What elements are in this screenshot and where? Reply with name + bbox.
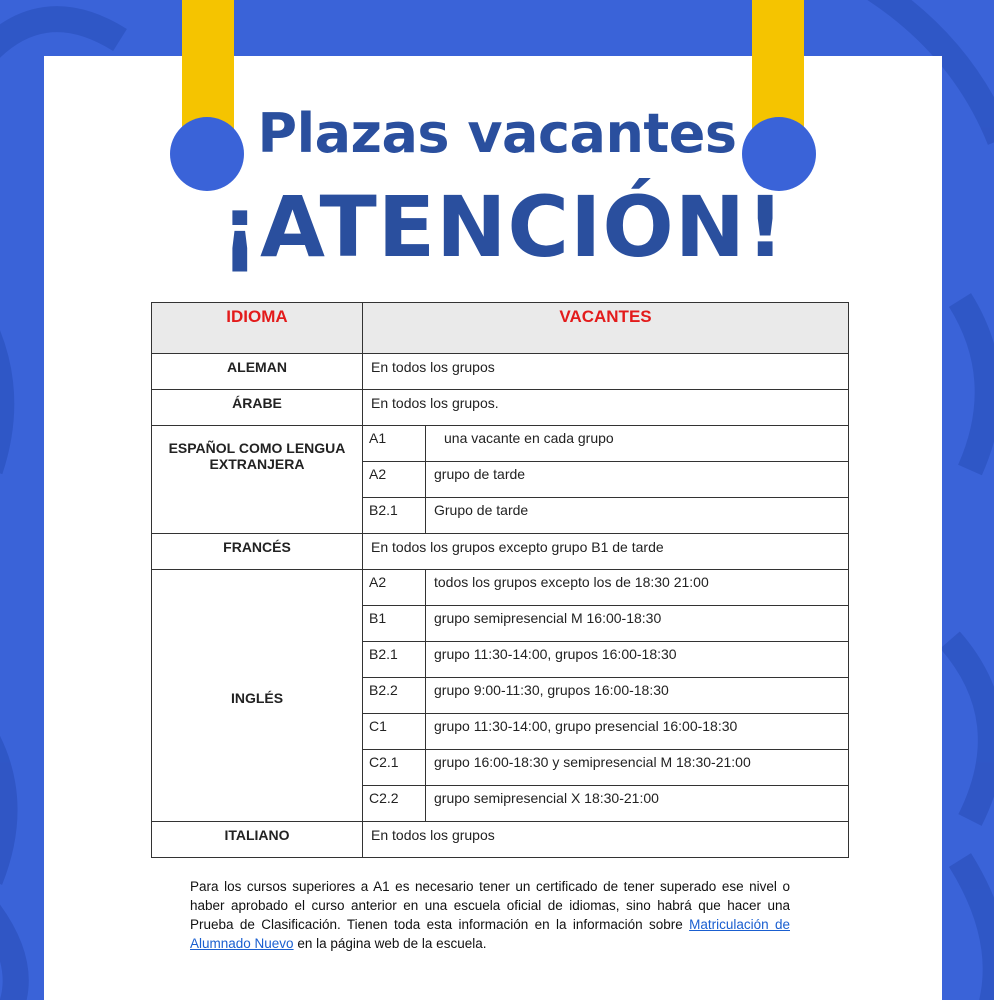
language-cell: ESPAÑOL COMO LENGUA EXTRANJERA bbox=[152, 426, 363, 534]
level-cell: A1 bbox=[363, 426, 426, 462]
level-cell: C1 bbox=[363, 714, 426, 750]
level-cell: B2.1 bbox=[363, 498, 426, 534]
vacancy-cell: grupo 9:00-11:30, grupos 16:00-18:30 bbox=[426, 678, 849, 714]
table-row bbox=[152, 570, 849, 606]
vacancy-cell: grupo semipresencial M 16:00-18:30 bbox=[426, 606, 849, 642]
vacancy-cell: En todos los grupos bbox=[363, 822, 849, 858]
level-cell: C2.1 bbox=[363, 750, 426, 786]
vacancy-cell: Grupo de tarde bbox=[426, 498, 849, 534]
table-row bbox=[152, 534, 849, 570]
new-students-enrollment-link[interactable]: Matriculación de Alumnado Nuevo bbox=[190, 917, 790, 951]
table-row bbox=[152, 390, 849, 426]
level-cell: B2.2 bbox=[363, 678, 426, 714]
language-cell: FRANCÉS bbox=[152, 534, 363, 570]
vacancy-cell: grupo 16:00-18:30 y semipresencial M 18:30-21:00 bbox=[426, 750, 849, 786]
note-text: Para los cursos superiores a A1 es necesario tener un certificado de tener superado ese nivel o haber aprobado el curso anterior en una escuela oficial de idiomas, sino habrá que hacer una Prueba de Clasificación. Tienen toda esta información en la información sobre bbox=[190, 879, 790, 932]
level-cell: A2 bbox=[363, 462, 426, 498]
table-row bbox=[152, 426, 849, 462]
table-header-row bbox=[152, 303, 849, 354]
vacancy-cell: En todos los grupos excepto grupo B1 de tarde bbox=[363, 534, 849, 570]
page-title: ¡ATENCIÓN! bbox=[220, 178, 786, 276]
language-cell: ITALIANO bbox=[152, 822, 363, 858]
table-row bbox=[152, 354, 849, 390]
page-subtitle: Plazas vacantes bbox=[257, 102, 737, 165]
table-row bbox=[152, 822, 849, 858]
vacancy-cell: grupo 11:30-14:00, grupo presencial 16:00-18:30 bbox=[426, 714, 849, 750]
level-cell: B2.1 bbox=[363, 642, 426, 678]
note-text-end: en la página web de la escuela. bbox=[293, 936, 487, 951]
column-header-vacancies: VACANTES bbox=[363, 303, 849, 354]
vacancy-cell: una vacante en cada grupo bbox=[426, 426, 849, 462]
level-cell: C2.2 bbox=[363, 786, 426, 822]
language-cell: INGLÉS bbox=[152, 570, 363, 822]
vacancies-table bbox=[151, 302, 849, 858]
vacancy-cell: todos los grupos excepto los de 18:30 21:00 bbox=[426, 570, 849, 606]
vacancy-cell: grupo semipresencial X 18:30-21:00 bbox=[426, 786, 849, 822]
vacancy-cell: En todos los grupos. bbox=[363, 390, 849, 426]
vacancy-cell: grupo de tarde bbox=[426, 462, 849, 498]
level-cell: B1 bbox=[363, 606, 426, 642]
vacancy-cell: En todos los grupos bbox=[363, 354, 849, 390]
language-cell: ÁRABE bbox=[152, 390, 363, 426]
vacancy-cell: grupo 11:30-14:00, grupos 16:00-18:30 bbox=[426, 642, 849, 678]
column-header-language: IDIOMA bbox=[152, 303, 363, 354]
level-cell: A2 bbox=[363, 570, 426, 606]
language-cell: ALEMAN bbox=[152, 354, 363, 390]
info-note bbox=[190, 877, 790, 953]
